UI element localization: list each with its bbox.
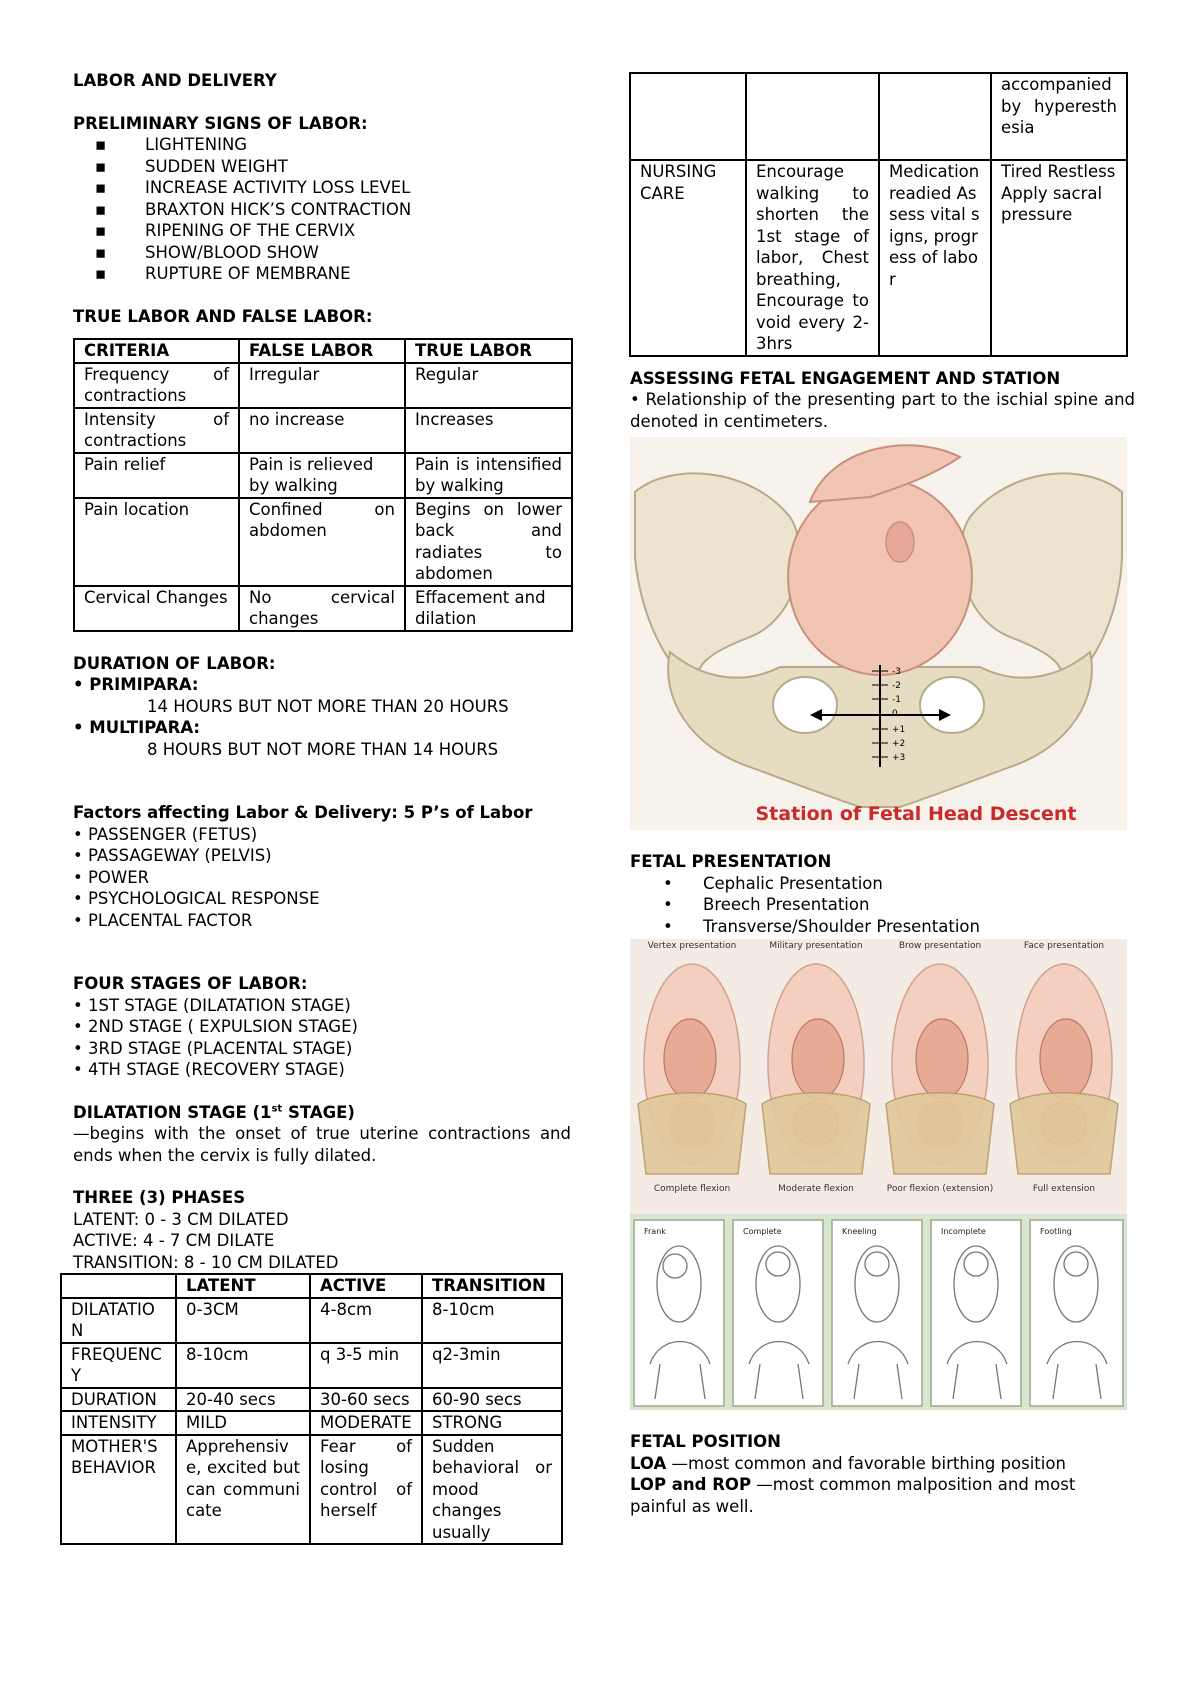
table-header: TRUE LABOR [405, 339, 572, 363]
table-cell: INTENSITY [61, 1411, 176, 1435]
table-cell: q 3-5 min [310, 1343, 422, 1388]
factor-item: • PSYCHOLOGICAL RESPONSE [73, 889, 320, 908]
phase-line: TRANSITION: 8 - 10 CM DILATED [73, 1252, 339, 1272]
station-tick-label: -3 [892, 667, 901, 677]
list-item: ▪ SHOW/BLOOD SHOW [95, 242, 571, 264]
preliminary-list [95, 134, 571, 285]
table-header: FALSE LABOR [239, 339, 405, 363]
list-item: ▪ INCREASE ACTIVITY LOSS LEVEL [95, 177, 571, 199]
flexion-label: Poor flexion (extension) [886, 1184, 994, 1194]
primipara-label: • PRIMIPARA: [73, 675, 199, 694]
table-row [61, 1411, 562, 1435]
table-row [74, 453, 572, 498]
table-cell: STRONG [422, 1411, 562, 1435]
table-cell [630, 73, 746, 160]
table-row [630, 73, 1127, 160]
breech-label: Complete [743, 1227, 782, 1236]
table-cell: Sudden behavioral or mood changes usually [422, 1435, 562, 1545]
table-cell: DILATATION [61, 1298, 176, 1343]
flexion-label: Complete flexion [653, 1184, 731, 1194]
stage-item: • 1ST STAGE (DILATATION STAGE) [73, 995, 351, 1015]
list-item: ▪ RIPENING OF THE CERVIX [95, 220, 571, 242]
table-cell: Pain relief [74, 453, 239, 498]
true-false-table [73, 338, 573, 632]
table-row [74, 408, 572, 453]
dilatation-heading-end: STAGE) [282, 1102, 355, 1122]
loa-text: —most common and favorable birthing position [666, 1453, 1066, 1473]
multipara-label: • MULTIPARA: [73, 718, 201, 737]
table-cell: Regular [405, 363, 572, 408]
lop-line [630, 1474, 1135, 1517]
table-cell: 20-40 secs [176, 1388, 310, 1412]
breech-label: Frank [644, 1227, 666, 1236]
table-row [61, 1435, 562, 1545]
station-caption: Station of Fetal Head Descent [755, 803, 1077, 825]
table-cell: Pain is intensified by walking [405, 453, 572, 498]
station-tick-label: +1 [892, 725, 906, 735]
table-cell: Confined on abdomen [239, 498, 405, 586]
station-tick-label: -1 [892, 695, 901, 705]
stage-item: • 4TH STAGE (RECOVERY STAGE) [73, 1060, 345, 1079]
table-cell: 8-10cm [176, 1343, 310, 1388]
position-heading: FETAL POSITION [630, 1432, 781, 1451]
phase-line: LATENT: 0 - 3 CM DILATED [73, 1209, 289, 1229]
stages-heading: FOUR STAGES OF LABOR: [73, 974, 308, 993]
list-item: ▪ BRAXTON HICK’S CONTRACTION [95, 199, 571, 221]
table-cell: accompanied by hyperesthesia [991, 73, 1127, 160]
presentation-label: Military presentation [769, 941, 863, 951]
table-cell: 0-3CM [176, 1298, 310, 1343]
table-row [61, 1388, 562, 1412]
table-cell: Effacement and dilation [405, 586, 572, 631]
dilatation-heading [73, 1102, 571, 1124]
factor-item: • PASSAGEWAY (PELVIS) [73, 846, 272, 865]
table-cell: Increases [405, 408, 572, 453]
table-cell: Medication readied Assess vital signs, progress of labor [879, 160, 991, 356]
phases-heading: THREE (3) PHASES [73, 1188, 246, 1207]
table-cell: 8-10cm [422, 1298, 562, 1343]
presentation-heading: FETAL PRESENTATION [630, 852, 832, 871]
presentation-label: Face presentation [1023, 941, 1105, 951]
table-cell: DURATION [61, 1388, 176, 1412]
lop-text: —most common malposition and most painful as well. [630, 1475, 1076, 1516]
factor-item: • PLACENTAL FACTOR [73, 910, 253, 930]
table-cell: Apprehensive, excited but can communicate [176, 1435, 310, 1545]
table-cell: Tired Restless Apply sacral pressure [991, 160, 1127, 356]
engagement-heading: ASSESSING FETAL ENGAGEMENT AND STATION [630, 368, 1061, 388]
right-column [630, 72, 1135, 1517]
presentation-drawing [630, 939, 1127, 1214]
list-item: • Cephalic Presentation [663, 873, 1135, 895]
table-header-row [61, 1274, 562, 1298]
table-cell: Pain location [74, 498, 239, 586]
table-header: LATENT [176, 1274, 310, 1298]
table-cell: q2-3min [422, 1343, 562, 1388]
factor-item: • PASSENGER (FETUS) [73, 824, 258, 844]
table-row [61, 1343, 562, 1388]
table-cell: Pain is relieved by walking [239, 453, 405, 498]
list-item: • Breech Presentation [663, 894, 1135, 916]
table-cell: Fear of losing control of herself [310, 1435, 422, 1545]
table-cell: MILD [176, 1411, 310, 1435]
presentation-label: Brow presentation [898, 941, 982, 951]
table-cell: Begins on lower back and radiates to abdomen [405, 498, 572, 586]
loa-line [630, 1453, 1135, 1475]
table-cell: Cervical Changes [74, 586, 239, 631]
stage-item: • 3RD STAGE (PLACENTAL STAGE) [73, 1038, 353, 1058]
primipara-value: 14 HOURS BUT NOT MORE THAN 20 HOURS [147, 696, 509, 716]
loa-label: LOA [630, 1453, 667, 1473]
station-tick-label: -2 [892, 681, 901, 691]
table-row [61, 1298, 562, 1343]
dilatation-heading-sup: st [271, 1103, 283, 1114]
continued-phases-table [629, 72, 1128, 357]
phase-line: ACTIVE: 4 - 7 CM DILATE [73, 1231, 275, 1250]
presentation-label: Vertex presentation [647, 941, 737, 951]
duration-heading: DURATION OF LABOR: [73, 653, 276, 673]
table-cell: 60-90 secs [422, 1388, 562, 1412]
breech-label: Footling [1040, 1227, 1072, 1236]
table-header-row [74, 339, 572, 363]
table-cell: Irregular [239, 363, 405, 408]
table-header: ACTIVE [310, 1274, 422, 1298]
presentation-list [630, 873, 1135, 938]
table-cell: MODERATE [310, 1411, 422, 1435]
station-tick-label: +2 [892, 739, 906, 749]
phases-table [60, 1273, 563, 1545]
table-cell: Intensity of contractions [74, 408, 239, 453]
table-row [74, 586, 572, 631]
table-header [61, 1274, 176, 1298]
table-cell: Frequency of contractions [74, 363, 239, 408]
table-cell: 4-8cm [310, 1298, 422, 1343]
table-row [630, 160, 1127, 356]
list-item: ▪ LIGHTENING [95, 134, 571, 156]
preliminary-heading: PRELIMINARY SIGNS OF LABOR: [73, 113, 368, 133]
table-row [74, 498, 572, 586]
list-item: • Transverse/Shoulder Presentation [663, 916, 1135, 938]
breech-label: Kneeling [842, 1227, 877, 1236]
table-cell: Encourage walking to shorten the 1st stage of labor, Chest breathing, Encourage to void every 2-3hrs [746, 160, 879, 356]
lop-label: LOP and ROP [630, 1475, 752, 1494]
fetal-station-illustration [630, 437, 1127, 830]
multipara-value: 8 HOURS BUT NOT MORE THAN 14 HOURS [147, 739, 499, 759]
factor-item: • POWER [73, 867, 150, 887]
table-cell [879, 73, 991, 160]
list-item: ▪ RUPTURE OF MEMBRANE [95, 263, 571, 285]
breech-label: Incomplete [941, 1227, 986, 1236]
factors-heading: Factors affecting Labor & Delivery: 5 P’s of Labor [73, 803, 533, 822]
pelvis-drawing [630, 437, 1127, 830]
table-cell: NURSING CARE [630, 160, 746, 356]
left-column [73, 70, 571, 1545]
table-cell: no increase [239, 408, 405, 453]
engagement-text: • Relationship of the presenting part to the ischial spine and denoted in centimeters. [630, 390, 1135, 431]
table-cell: No cervical changes [239, 586, 405, 631]
stage-item: • 2ND STAGE ( EXPULSION STAGE) [73, 1017, 358, 1036]
list-item: ▪ SUDDEN WEIGHT [95, 156, 571, 178]
dilatation-text: —begins with the onset of true uterine contractions and ends when the cervix is fully dilated. [73, 1124, 571, 1165]
flexion-label: Full extension [1032, 1184, 1096, 1194]
dilatation-heading-text: DILATATION STAGE (1 [73, 1102, 272, 1122]
flexion-label: Moderate flexion [778, 1184, 854, 1194]
breech-drawing [630, 1214, 1127, 1410]
breech-illustration [630, 1214, 1127, 1410]
table-cell [746, 73, 879, 160]
station-tick-label: 0 [892, 709, 898, 719]
page-title: LABOR AND DELIVERY [73, 71, 277, 90]
table-cell: FREQUENCY [61, 1343, 176, 1388]
presentation-illustration [630, 939, 1127, 1214]
table-header: TRANSITION [422, 1274, 562, 1298]
station-tick-label: +3 [892, 753, 906, 763]
table-header: CRITERIA [74, 339, 239, 363]
table-cell: MOTHER'S BEHAVIOR [61, 1435, 176, 1545]
true-false-heading: TRUE LABOR AND FALSE LABOR: [73, 306, 373, 326]
table-row [74, 363, 572, 408]
table-cell: 30-60 secs [310, 1388, 422, 1412]
